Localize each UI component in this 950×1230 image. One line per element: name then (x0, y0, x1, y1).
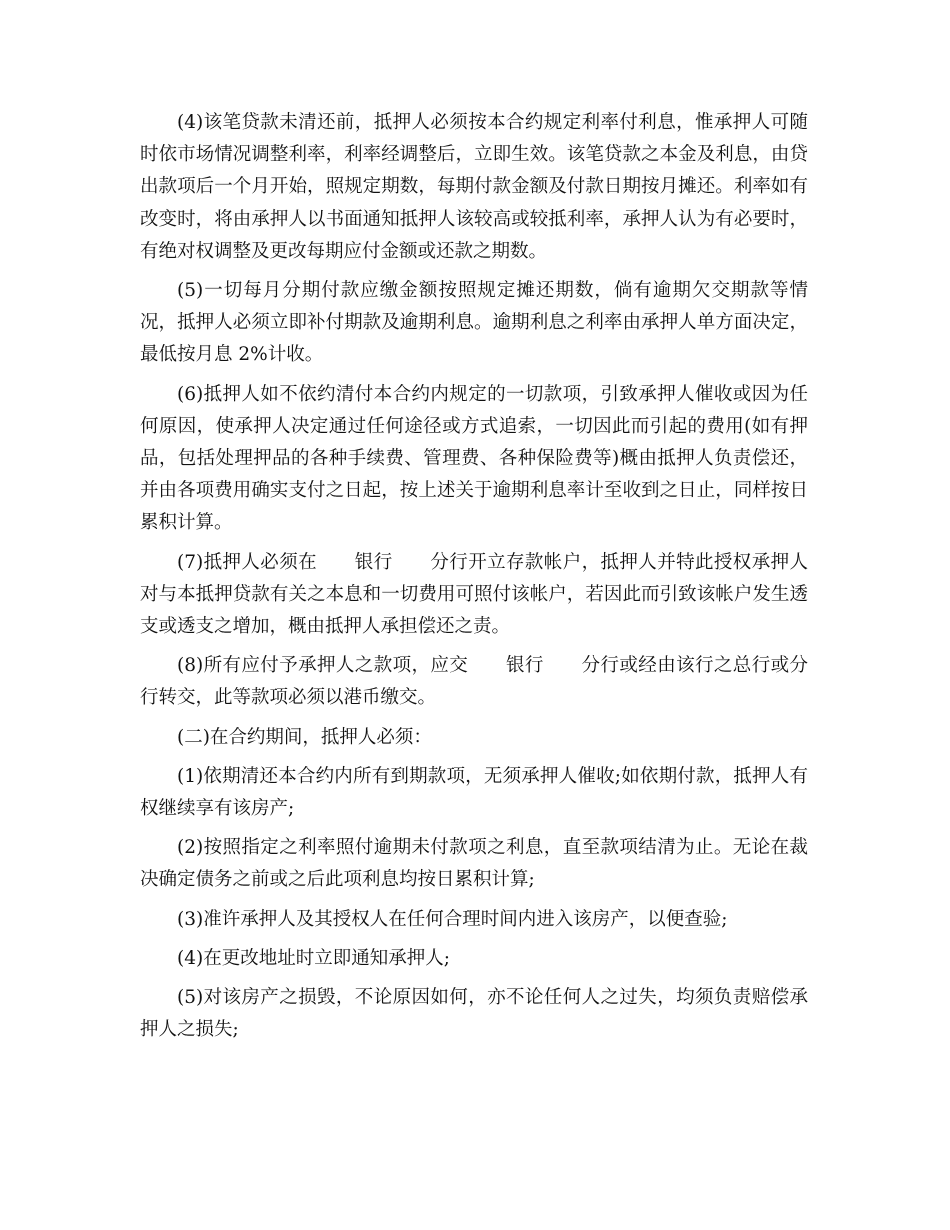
paragraph-clause-6: (6)抵押人如不依约清付本合约内规定的一切款项，引致承押人催收或因为任何原因，使承押人决定通过任何途径或方式追索，一切因此而引起的费用(如有押品，包括处理押品的各种手续费、管理费、各种保险费等)概由抵押人负责偿还，并由各项费用确实支付之日起，按上述关于逾期利息率计至收到之日止，同样按日累积计算。 (140, 383, 808, 534)
paragraph-obligation-3: (3)准许承押人及其授权人在任何合理时间内进入该房产，以便查验; (177, 908, 728, 930)
paragraph-obligation-2: (2)按照指定之利率照付逾期未付款项之利息，直至款项结清为止。无论在裁决确定债务之前或之后此项利息均按日累积计算; (140, 837, 808, 891)
paragraph-obligation-5: (5)对该房产之损毁，不论原因如何，亦不论任何人之过失，均须负责赔偿承押人之损失; (140, 987, 808, 1041)
paragraph-obligation-4: (4)在更改地址时立即通知承押人; (177, 947, 450, 969)
paragraph-obligation-1: (1)依期清还本合约内所有到期款项，无须承押人催收;如依期付款，抵押人有权继续享有该房产; (140, 765, 808, 820)
document-body (140, 107, 808, 1053)
paragraph-clause-7: (7)抵押人必须在 银行 分行开立存款帐户，抵押人并特此授权承押人对与本抵押贷款有关之本息和一切费用可照付该帐户，若因此而引致该帐户发生透支或透支之增加，概由抵押人承担偿还之责。 (140, 551, 808, 638)
paragraph-clause-8: (8)所有应付予承押人之款项，应交 银行 分行或经由该行之总行或分行转交，此等款项必须以港币缴交。 (140, 655, 808, 709)
paragraph-clause-5: (5)一切每月分期付款应缴金额按照规定摊还期数，倘有逾期欠交期款等情况，抵押人必须立即补付期款及逾期利息。逾期利息之利率由承押人单方面决定，最低按月息 2%计收。 (140, 280, 808, 366)
paragraph-clause-4: (4)该笔贷款未清还前，抵押人必须按本合约规定利率付利息，惟承押人可随时依市场情况调整利率，利率经调整后，立即生效。该笔贷款之本金及利息，由贷出款项后一个月开始，照规定期数，每期付款金额及付款日期按月摊还。利率如有改变时，将由承押人以书面通知抵押人该较高或较抵利率，承押人认为有必要时，有绝对权调整及更改每期应付金额或还款之期数。 (140, 112, 808, 262)
section-heading-two: (二)在合约期间，抵押人必须： (177, 726, 432, 748)
